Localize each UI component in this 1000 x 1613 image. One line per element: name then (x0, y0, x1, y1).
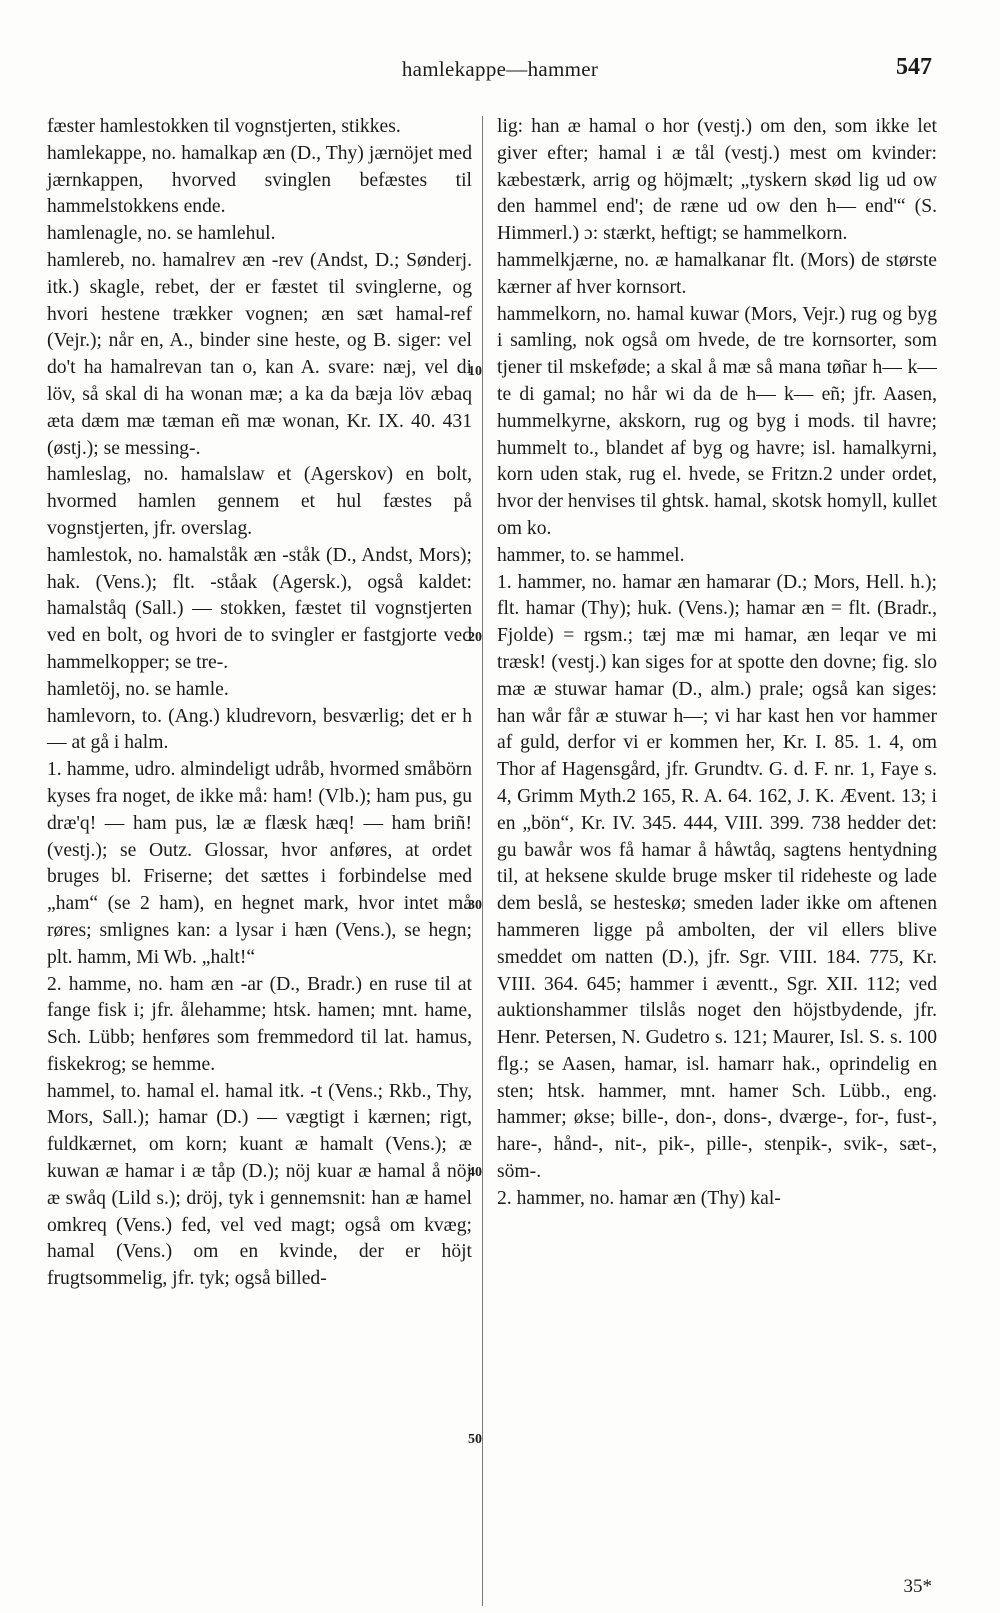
page-number: 547 (896, 54, 932, 80)
entry-hammel-cont: lig: han æ hamal o hor (vestj.) om den, som ikke let giver efter; hamal i æ tål (vestj.) mest om kvinder: kæbestærk, arrig og höjmælt; „tyskern skød lig ud ow den hammel end'; de ræne ud ow den h— end'“ (S. Himmerl.) ɔ: stærkt, heftigt; se hammelkorn. (497, 116, 937, 245)
right-column (497, 114, 937, 1213)
line-number: 10 (468, 364, 482, 379)
entry-hamletoj: hamletöj, no. se hamle. (47, 678, 229, 700)
line-number: 40 (468, 1165, 482, 1180)
entry-hammelkorn: hammelkorn, no. hamal kuwar (Mors, Vejr.) rug og byg i samling, nok også om hvede, de tre kornsorter, som tjener til mskeføde; a skal å mæ så mana tøñar h— k— te di gamal; no hår wi da de h— k— eñ; jfr. Aasen, hummelkyrne, akskorn, rug og byg i mods. til havre; hummelt to., blandet af byg og havre; isl. hamalkyrni, korn uden stak, rug el. hvede, se Fritzn.2 under ordet, hvor der henvises til ghtsk. hamal, skotsk homyll, kullet om ko. (497, 303, 937, 539)
entry-faester: fæster hamlestokken til vognstjerten, stikkes. (47, 116, 401, 137)
entry-2-hamme: 2. hamme, no. ham æn -ar (D., Bradr.) en ruse til at fange fisk i; jfr. ålehamme; htsk. hamen; mnt. hame, Sch. Lübb; henføres som fremmedord til lat. hamus, fiskekrog; se hemme. (47, 973, 472, 1075)
entry-hammel: hammel, to. hamal el. hamal itk. -t (Vens.; Rkb., Thy, Mors, Sall.); hamar (D.) — vægtigt i kærnen; rigt, fuldkærnet, om korn; kuant æ hamalt (Vens.); æ kuwan æ hamar i æ tåp (D.); nöj kuar æ hamal å nöj æ swåq (Lild s.); dröj, tyk i gennemsnit: han æ hamel omkreq (Vens.) fed, vel ved magt; også om kvæg; hamal (Vens.) om en kvinde, der er höjt frugtsommelig, jfr. tyk; også billed- (47, 1080, 472, 1290)
entry-hammelkjaerne: hammelkjærne, no. æ hamalkanar flt. (Mors) de største kærner af hver kornsort. (497, 249, 937, 298)
line-number: 20 (468, 630, 482, 645)
entry-1-hammer: 1. hammer, no. hamar æn hamarar (D.; Mors, Hell. h.); flt. hamar (Thy); huk. (Vens.); hamar æn = flt. (Bradr., Fjolde) = rgsm.; tæj mæ mi hamar, æn leqar ve mi træsk! (vestj.) kan siges for at spotte den dovne; fig. slo mæ æ stuwar hamar (D., alm.) prale; også kan siges: han wår får æ stuwar h—; vi har kast hen vor hammer af guld, derfor vi er kommen her, Kr. I. 85. 1. 4, om Thor af Hagensgård, jfr. Grundtv. G. d. F. nr. 1, Faye s. 4, Grimm Myth.2 165, R. A. 64. 162, J. K. Ævent. 13; i en „bön“, Kr. IV. 345. 444, VIII. 399. 738 hedder det: gu bawår wos få hamar å håwtåq, sagtens hentydning til, at heksene skulde bruge msker til rideheste og lade dem beslå, se hesteskø; smeden lader ikke om aftenen hammeren ligge på ambolten, der vil ellers blive smeddet om natten (D.), jfr. Sgr. VIII. 184. 775, Kr. VIII. 364. 645; hammer i æventt., Sgr. XII. 112; ved auktionshammer tilslås noget den höjstbydende, jfr. Henr. Petersen, N. Gudetro s. 121; Maurer, Isl. S. s. 100 flg.; se Aasen, hamar, isl. hamarr hak., oprindelig en sten; htsk. hammer, mnt. hamer Sch. Lübb., eng. hammer; økse; bille-, don-, dons-, dværge-, for-, fust-, hare-, hånd-, nit-, pik-, pille-, stenpik-, svik-, sæt-, söm-. (497, 571, 937, 1183)
entry-1-hamme: 1. hamme, udro. almindeligt udråb, hvormed småbörn kyses fra noget, de ikke må: ham! (Vlb.); ham pus, gu dræ'q! — ham pus, læ æ flæsk hæq! — ham briñ! (vestj.); se Outz. Glossar, hvor anføres, at ordet bruges bl. Friserne; det sættes i forbindelse med „ham“ (se 2 ham), en hegnet mark, hvor intet må røres; smlignes kan: a lysar i hæn (Vens.), se hegn; plt. hamm, Mi Wb. „halt!“ (47, 759, 472, 968)
running-head: hamlekappe—hammer (401, 57, 599, 81)
entry-hamlenagle: hamlenagle, no. se hamlehul. (47, 223, 276, 245)
entry-hammer-to: hammer, to. se hammel. (497, 544, 685, 566)
entry-hamleslag: hamleslag, no. hamalslaw et (Agerskov) en bolt, hvormed hamlen gennem et hul fæstes på vognstjerten, jfr. overslag. (47, 464, 472, 539)
left-column (47, 114, 472, 1293)
entry-2-hammer: 2. hammer, no. hamar æn (Thy) kal- (497, 1187, 781, 1209)
entry-hamlevorn: hamlevorn, to. (Ang.) kludrevorn, besværlig; det er h— at gå i halm. (47, 705, 472, 754)
column-divider (482, 116, 483, 1606)
entry-hamlestok: hamlestok, no. hamalståk æn -ståk (D., Andst, Mors); hak. (Vens.); flt. -ståak (Agersk.), også kaldet: hamalståq (Sall.) — stokken, fæstet til vognstjerten ved en bolt, og hvori de to svingler er fastgjorte ved hammelkopper; se tre-. (47, 544, 472, 673)
line-number: 50 (468, 1432, 482, 1447)
line-number: 30 (468, 898, 482, 913)
entry-hamlereb: hamlereb, no. hamalrev æn -rev (Andst, D.; Sønderj. itk.) skagle, rebet, der er fæstet til svinglerne, og hvori hestene trækker vognen; æn sæt hamal-ref (Vejr.); når en, A., binder sine heste, og B. siger: vel do't ha hamalrevan tan o, kan A. svare: næj, vel di löv, så skal di ha wonan mæ; a ka da bæja löv æbaq æta dæm mæ tæman eñ mæ wonan, Kr. IX. 40. 431 (østj.); se messing-. (47, 249, 472, 459)
signature-mark: 35* (903, 1576, 932, 1597)
entry-hamlekappe: hamlekappe, no. hamalkap æn (D., Thy) jærnöjet med jærnkappen, hvorved svinglen befæstes til hammelstokkens ende. (47, 142, 472, 218)
